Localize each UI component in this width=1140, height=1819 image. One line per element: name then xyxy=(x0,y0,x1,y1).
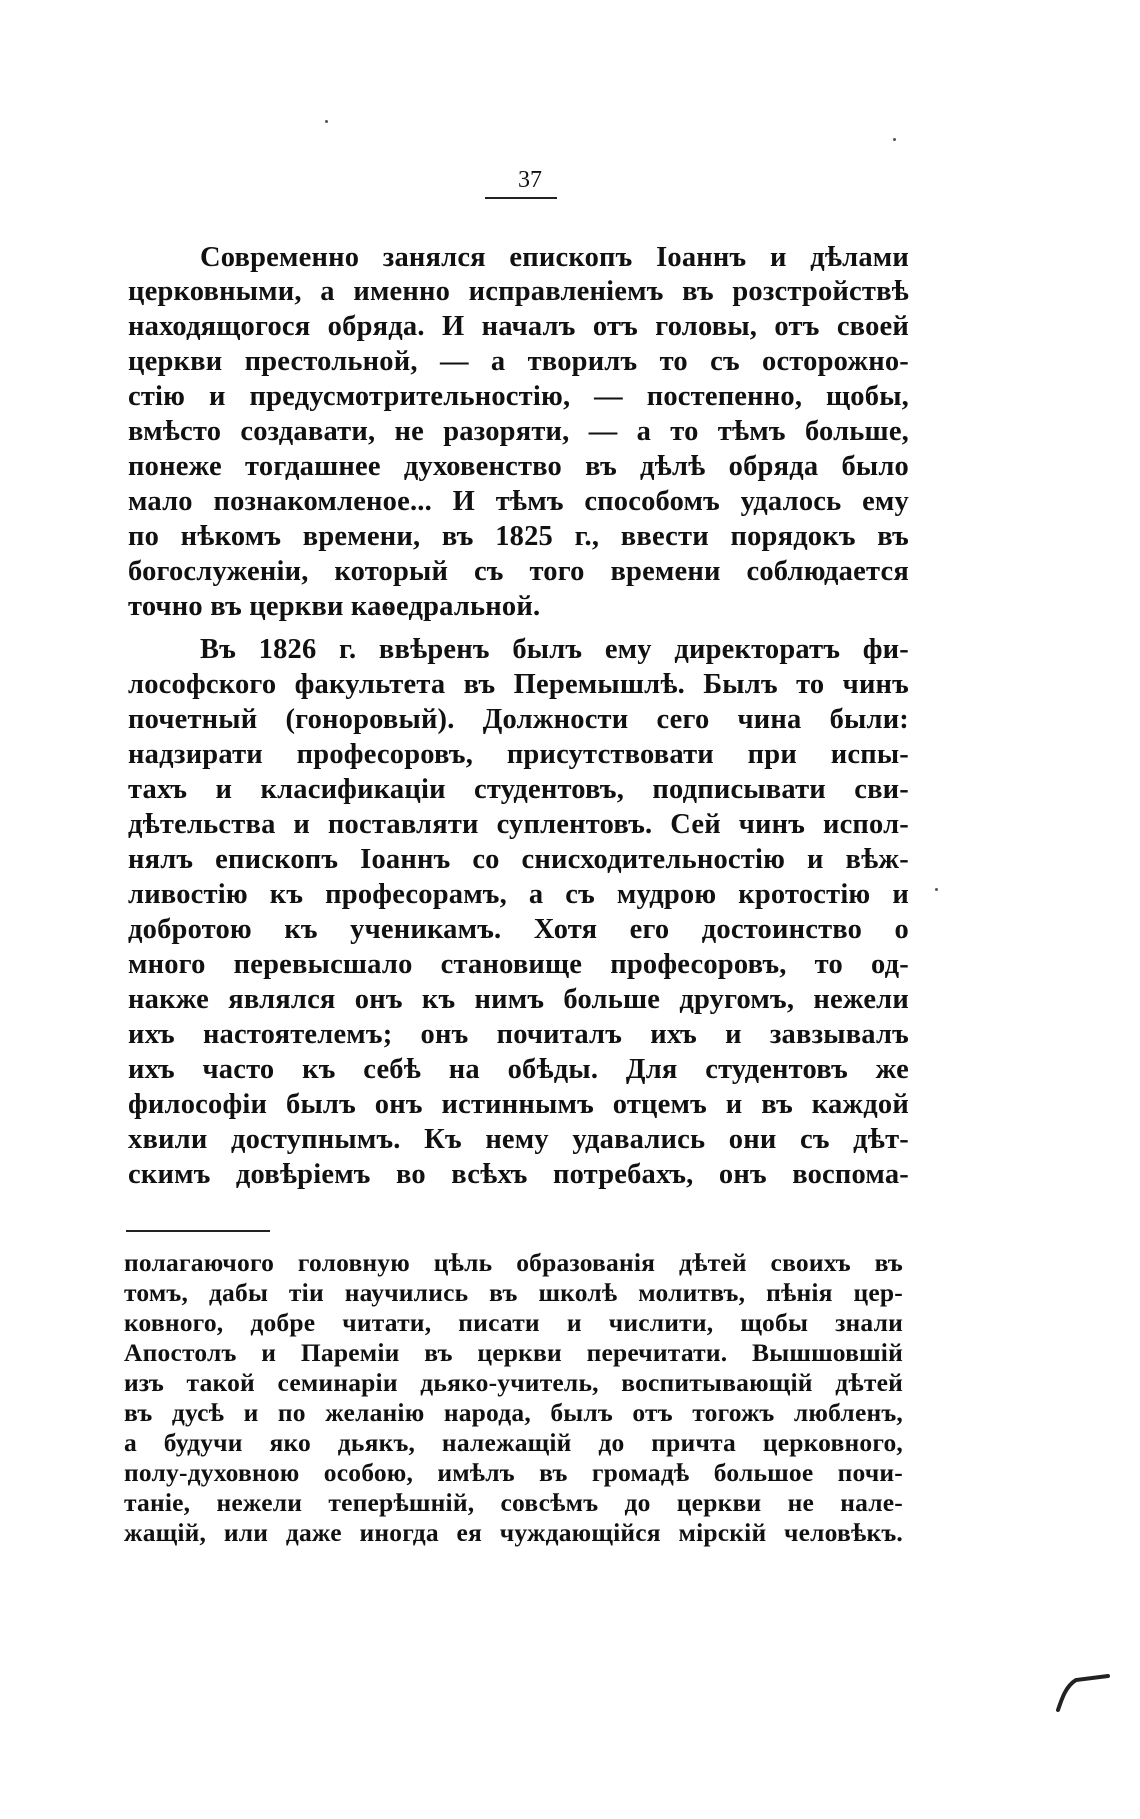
footnote-rule xyxy=(126,1230,270,1232)
footnote-line: полагаючого головную цѣль образованія дѣтей своихъ въ xyxy=(124,1248,903,1277)
body-line: богослуженіи, который съ того времени соблюдается xyxy=(128,556,909,587)
body-line: философіи былъ онъ истиннымъ отцемъ и въ каждой xyxy=(128,1089,909,1120)
body-line: ихъ настоятелемъ; онъ почиталъ ихъ и завзывалъ xyxy=(128,1019,909,1050)
page-number-rule xyxy=(485,197,557,199)
footnote-line: изъ такой семинаріи дьяко-учитель, воспитывающій дѣтей xyxy=(124,1368,903,1397)
scan-speck xyxy=(325,120,328,123)
footnote-line: жащій, или даже иногда ея чуждающійся мірскій человѣкъ. xyxy=(124,1518,903,1547)
body-line: по нѣкомъ времени, въ 1825 г., ввести порядокъ въ xyxy=(128,521,909,552)
footnote-line: ковного, добре читати, писати и числити, щобы знали xyxy=(124,1308,903,1337)
footnote-line: Апостолъ и Пареміи въ церкви перечитати. Вышшовшій xyxy=(124,1338,903,1367)
body-line: вмѣсто создавати, не разоряти, — а то тѣмъ больше, xyxy=(128,416,909,447)
page-number: 37 xyxy=(518,167,542,193)
footnote-line: а будучи яко дьякъ, належащій до причта церковного, xyxy=(124,1428,903,1457)
pencil-mark xyxy=(1052,1668,1112,1713)
footnote-line: полу-духовною особою, имѣлъ въ громадѣ большое почи- xyxy=(124,1458,903,1487)
body-line: мало познакомленое... И тѣмъ способомъ удалось ему xyxy=(128,486,909,517)
body-line: Въ 1826 г. ввѣренъ былъ ему директоратъ фи- xyxy=(200,634,909,665)
body-line: ливостію къ професорамъ, а съ мудрою кротостію и xyxy=(128,879,909,910)
body-line: точно въ церкви каѳедральной. xyxy=(128,591,541,622)
body-line: Современно занялся епископъ Іоаннъ и дѣлами xyxy=(200,242,909,273)
body-line: понеже тогдашнее духовенство въ дѣлѣ обряда было xyxy=(128,451,909,482)
body-line: находящогося обряда. И началъ отъ головы, отъ своей xyxy=(128,311,909,342)
body-line: скимъ довѣріемъ во всѣхъ потребахъ, онъ воспома- xyxy=(128,1159,909,1190)
body-line: нялъ епископъ Іоаннъ со снисходительностію и вѣж- xyxy=(128,844,909,875)
body-line: хвили доступнымъ. Къ нему удавались они съ дѣт- xyxy=(128,1124,909,1155)
footnote-line: таніе, нежели теперѣшній, совсѣмъ до церкви не нале- xyxy=(124,1488,903,1517)
scan-speck xyxy=(893,138,896,141)
body-line: стію и предусмотрительностію, — постепенно, щобы, xyxy=(128,381,909,412)
body-line: ихъ часто къ себѣ на обѣды. Для студентовъ же xyxy=(128,1054,909,1085)
body-line: церкви престольной, — а творилъ то съ осторожно- xyxy=(128,346,909,377)
scan-speck xyxy=(935,888,938,891)
body-line: дѣтельства и поставляти суплентовъ. Сей чинъ испол- xyxy=(128,809,909,840)
body-line: добротою къ ученикамъ. Хотя его достоинство о xyxy=(128,914,909,945)
footnote-line: томъ, дабы тіи научились въ школѣ молитвъ, пѣнія цер- xyxy=(124,1278,903,1307)
body-line: надзирати професоровъ, присутствовати при испы- xyxy=(128,739,909,770)
body-line: накже являлся онъ къ нимъ больше другомъ, нежели xyxy=(128,984,909,1015)
footnote-line: въ дусѣ и по желанію народа, былъ отъ тогожъ любленъ, xyxy=(124,1398,903,1427)
body-line: церковными, а именно исправленіемъ въ розстройствѣ xyxy=(128,276,909,307)
body-line: почетный (гоноровый). Должности сего чина были: xyxy=(128,704,909,735)
body-line: тахъ и класификаціи студентовъ, подписывати сви- xyxy=(128,774,909,805)
body-line: много перевысшало становище професоровъ, то од- xyxy=(128,949,909,980)
body-line: лософского факультета въ Перемышлѣ. Былъ то чинъ xyxy=(128,669,909,700)
